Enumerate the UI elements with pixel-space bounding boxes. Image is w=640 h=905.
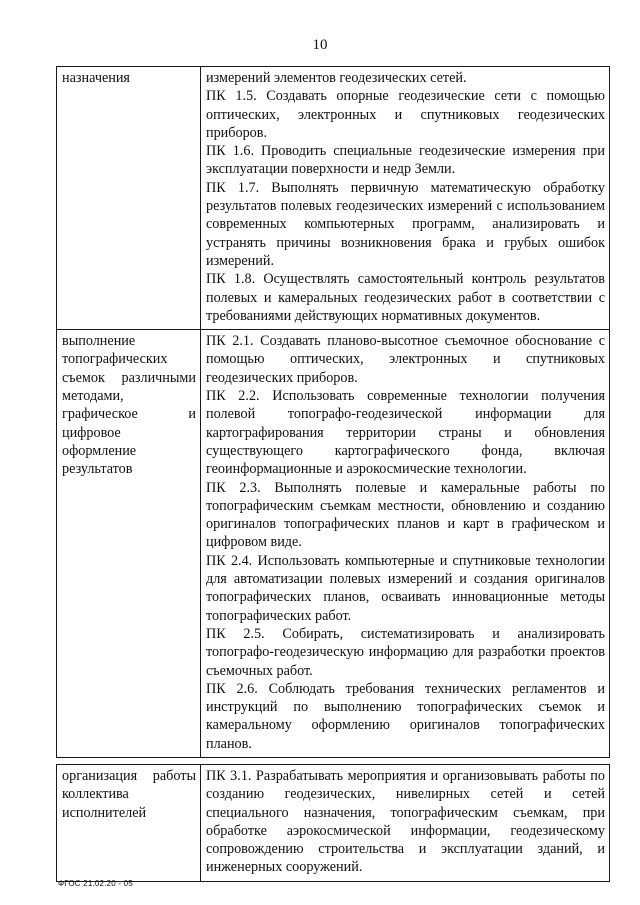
- competency-cell: [201, 330, 610, 758]
- competency-cell: [201, 764, 610, 881]
- competency-text: ПК 1.6. Проводить специальные геодезические измерения при эксплуатации поверхности и недр Земли.: [206, 143, 605, 178]
- competency-text: измерений элементов геодезических сетей.: [206, 70, 467, 86]
- activity-cell: [57, 67, 201, 330]
- competency-cell: [201, 67, 610, 330]
- competency-text: ПК 2.2. Использовать современные технологии получения полевой топографо-геодезической информации для картографирования территории страны и обновления существующего картографического фонда, включая геоинформационные и аэрокосмические технологии.: [206, 388, 605, 478]
- competency-text: ПК 3.1. Разрабатывать мероприятия и организовывать работы по созданию геодезических, нивелирных сетей и сетей специального назначения, топографическим съемкам, при обработке аэрокосмической информации, геодезическому сопровождению строительства и эксплуатации зданий, и инженерных сооружений.: [206, 767, 605, 876]
- competency-text: ПК 1.7. Выполнять первичную математическую обработку результатов полевых геодезических измерений с использованием современных компьютерных программ, анализировать и устранять причины возникновения брака и грубых ошибок измерений.: [206, 179, 605, 269]
- competency-text: ПК 1.8. Осуществлять самостоятельный контроль результатов полевых и камеральных геодезических работ в соответствии с требованиями действующих нормативных документов.: [206, 271, 605, 324]
- activity-cell: [57, 764, 201, 881]
- competency-text: ПК 2.3. Выполнять полевые и камеральные работы по топографическим съемкам местности, обновлению и созданию оригиналов топографических планов и карт в графическом и цифровом виде.: [206, 479, 605, 551]
- competency-text: ПК 1.5. Создавать опорные геодезические сети с помощью оптических, электронных и спутниковых геодезических приборов.: [206, 88, 605, 141]
- document-code-footer: ФГОС 21.02.20 - 05: [58, 879, 133, 888]
- activity-label: выполнение топографических съемок различными методами, графическое и цифровое оформление результатов: [62, 333, 196, 478]
- activity-label: организация работы коллектива исполнителей: [62, 767, 196, 821]
- competency-text: ПК 2.5. Собирать, систематизировать и анализировать топографо-геодезическую информацию для разработки проектов съемочных работ.: [206, 625, 605, 679]
- competencies-table: [56, 66, 610, 882]
- activity-label: назначения: [62, 70, 130, 86]
- page-number: 10: [312, 37, 328, 53]
- table-gap: [57, 757, 610, 764]
- competency-text: ПК 2.1. Создавать планово-высотное съемочное обоснование с помощью оптических, электронных и спутниковых геодезических приборов.: [206, 333, 605, 386]
- table-row: [57, 330, 610, 758]
- table-row: [57, 764, 610, 881]
- competency-text: ПК 2.4. Использовать компьютерные и спутниковые технологии для автоматизации полевых измерений и создания оригиналов топографических планов, осваивать инновационные методы топографических работ.: [206, 552, 605, 624]
- table-row: [57, 67, 610, 330]
- activity-cell: [57, 330, 201, 758]
- competency-text: ПК 2.6. Соблюдать требования технических регламентов и инструкций по выполнению топографических съемок и камеральному оформлению оригиналов топографических планов.: [206, 680, 605, 752]
